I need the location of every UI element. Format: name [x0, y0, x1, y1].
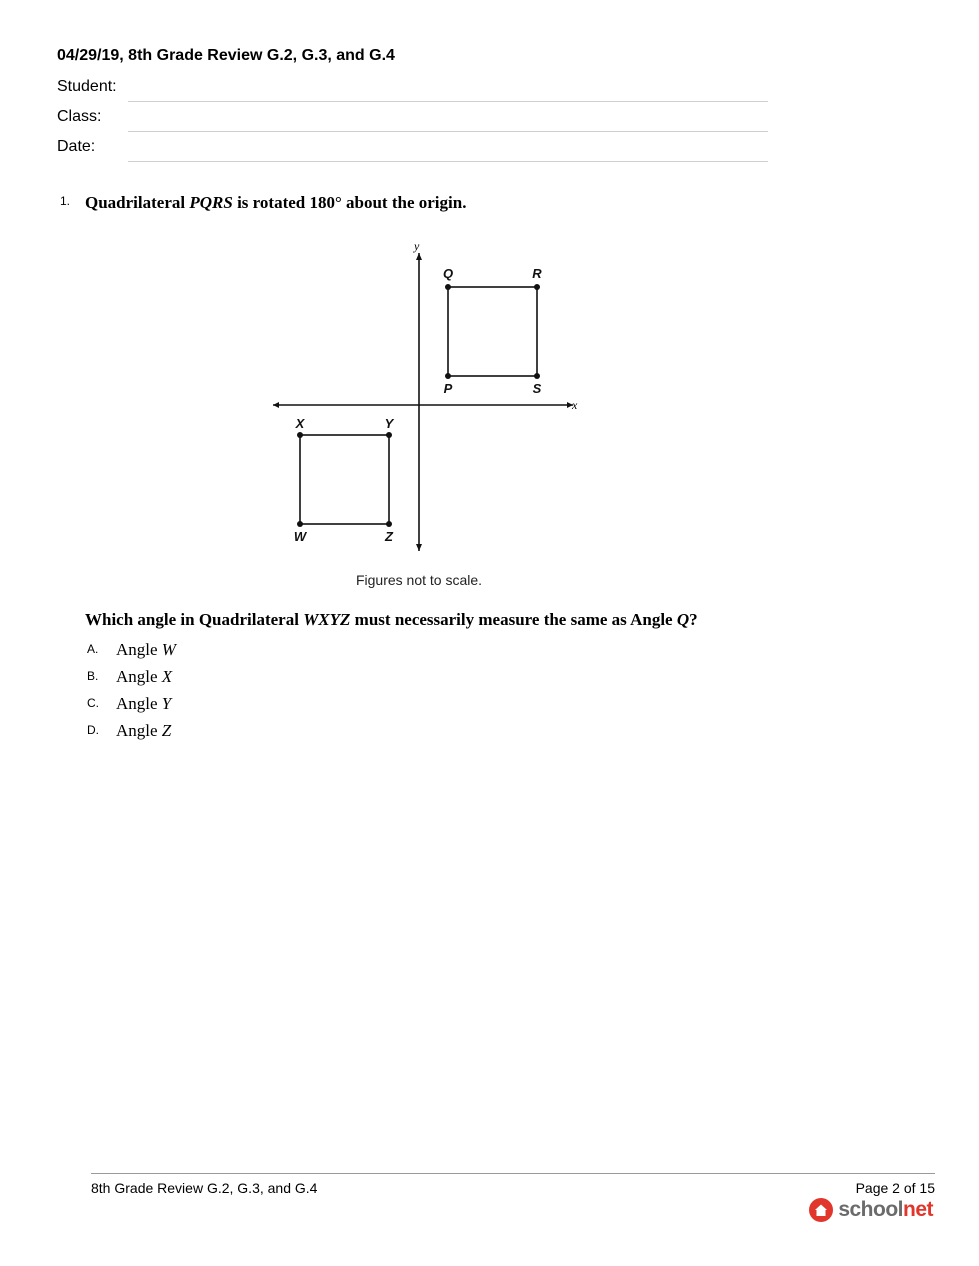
- class-line: [128, 131, 768, 132]
- option-b-letter: B.: [87, 669, 99, 683]
- quad-wxyz: [300, 435, 389, 524]
- logo-text-school: school: [838, 1198, 903, 1221]
- option-a[interactable]: Angle W: [116, 640, 176, 659]
- class-label: Class:: [57, 108, 102, 125]
- option-c-letter: C.: [87, 696, 99, 710]
- point-label-q: Q: [442, 266, 454, 281]
- date-line: [128, 161, 768, 162]
- point-label-r: R: [532, 266, 542, 281]
- student-label: Student:: [57, 78, 117, 95]
- student-line: [128, 101, 768, 102]
- schoolnet-logo: [808, 1197, 933, 1223]
- question-stem: Quadrilateral PQRS is rotated 180° about the origin.: [85, 193, 467, 212]
- question-number: 1.: [60, 194, 71, 208]
- option-b[interactable]: Angle X: [116, 667, 173, 686]
- point-label-p: P: [443, 381, 453, 396]
- footer-divider: [91, 1173, 935, 1174]
- coordinate-figure: [265, 235, 595, 595]
- quad-pqrs: [448, 287, 537, 376]
- point-label-s: S: [532, 381, 542, 396]
- page-title: 04/29/19, 8th Grade Review G.2, G.3, and G.4: [57, 47, 395, 64]
- house-icon: [808, 1197, 834, 1223]
- question-prompt: Which angle in Quadrilateral WXYZ must necessarily measure the same as Angle Q?: [85, 610, 698, 629]
- point-label-y: Y: [384, 416, 394, 431]
- x-axis-label: x: [572, 398, 578, 412]
- date-label: Date:: [57, 138, 96, 155]
- figure-caption: Figures not to scale.: [355, 572, 483, 588]
- point-label-z: Z: [385, 529, 393, 544]
- option-d-letter: D.: [87, 723, 99, 737]
- footer-title: 8th Grade Review G.2, G.3, and G.4: [91, 1180, 318, 1196]
- point-label-x: X: [295, 416, 305, 431]
- option-c[interactable]: Angle Y: [116, 694, 172, 713]
- y-axis-label: y: [414, 239, 420, 253]
- option-d[interactable]: Angle Z: [116, 721, 172, 740]
- page-number: Page 2 of 15: [855, 1180, 935, 1196]
- point-label-w: W: [293, 529, 307, 544]
- option-a-letter: A.: [87, 642, 99, 656]
- logo-text-net: net: [903, 1198, 933, 1221]
